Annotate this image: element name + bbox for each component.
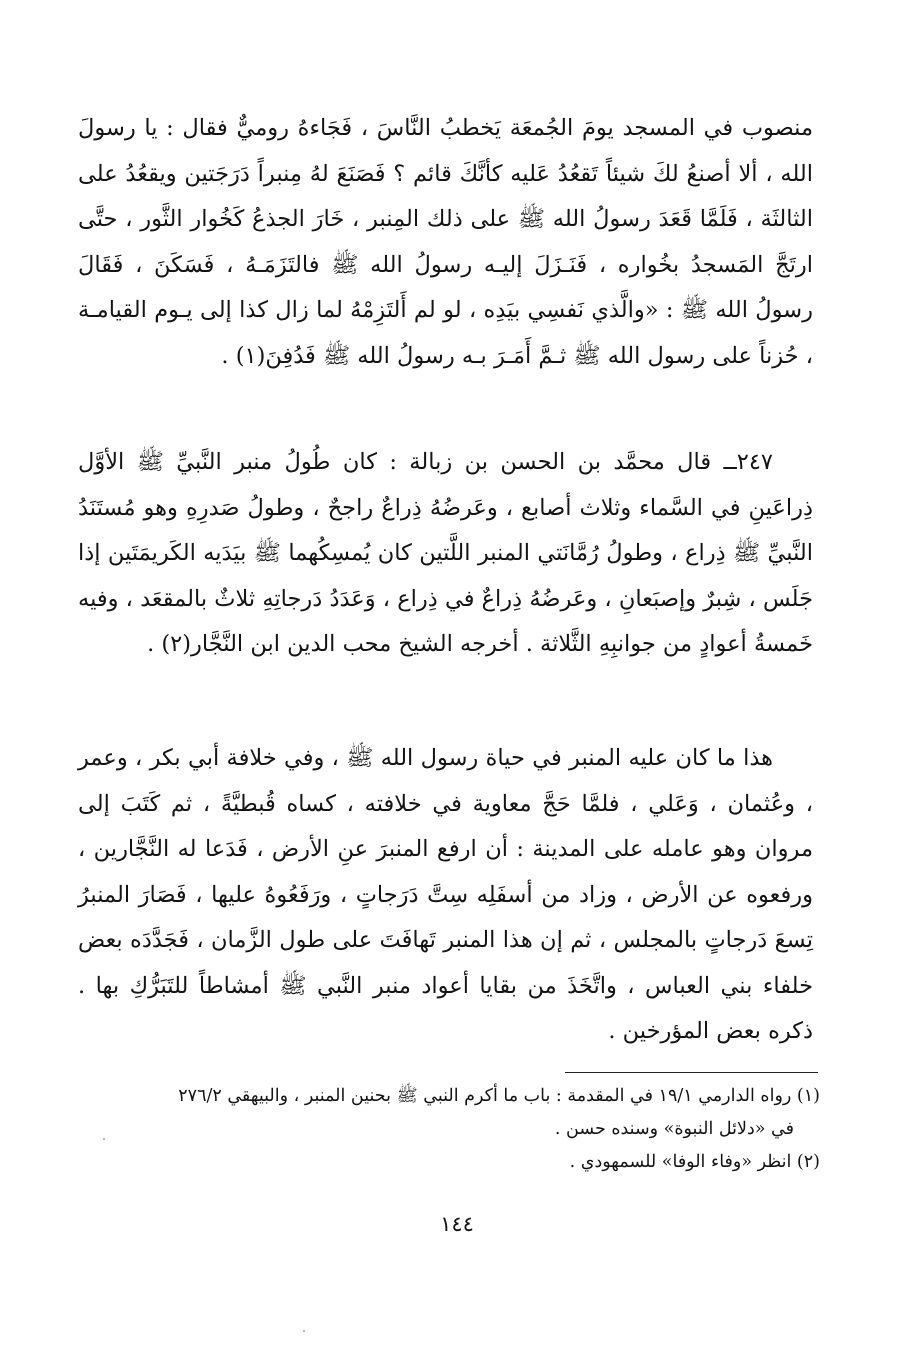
- body-paragraph-1: [78, 106, 813, 379]
- body-paragraph-3: [78, 736, 813, 1055]
- paragraph-2-text: ٢٤٧ــ قال محمَّد بن الحسن بن زبالة : كان طُولُ منبر النَّبيِّ ﷺ الأوَّل ذِراعَينِ في السَّماء وثلاث أصابع ، وعَرضُهُ ذِراعٌ راجحٌ ، وطولُ صَدرِهِ وهو مُستَنَدُ النَّبيِّ ﷺ ذِراع ، وطولُ رُمَّانَتي المنبر اللَّتين كان يُمسِكُهما ﷺ بيَدَيه الكَريمَتَين إذا جَلَس ، شِبرٌ وإصبَعانِ ، وعَرضُهُ ذِراعٌ في ذِراع ، وَعَدَدُ دَرجاتِهِ ثلاثٌ بالمقعَد ، وفيه خَمسةُ أعوادٍ من جوانبِهِ الثَّلاثة . أخرجه الشيخ محب الدين ابن النَّجَّار(٢) .: [78, 449, 813, 657]
- footnote-divider: [565, 1072, 818, 1073]
- scan-speck: [303, 1330, 305, 1332]
- paragraph-1-text: منصوب في المسجد يومَ الجُمعَة يَخطبُ النَّاسَ ، فَجَاءهُ روميٌّ فقال : يا رسولَ الله ، ألا أصنعُ لكَ شيئاً تَقعُدُ عَليه كأنَّكَ قائم ؟ فَصَنَعَ لهُ مِنبراً دَرَجَتين ويقعُدُ على الثالثَة ، فَلَمَّا قَعَدَ رسولُ الله ﷺ على ذلك المِنبر ، خَارَ الجذعُ كَخُوار الثَّور ، حتَّى ارتَجَّ المَسجدُ بخُواره ، فَنَـزَلَ إليـه رسولُ الله ﷺ فالتَزَمَـهُ ، فَسَكَنَ ، فَقَالَ رسولُ الله ﷺ : «والَّذي نَفسِي بيَدِه ، لو لم أَلتَزِمْهُ لما زال كذا إلى يـوم القيامـة ، حُزناً على رسول الله ﷺ ثـمَّ أَمَـرَ بـه رسولُ الله ﷺ فَدُفِنَ(١) .: [78, 115, 813, 369]
- paragraph-3-text: هذا ما كان عليه المنبر في حياة رسول الله ﷺ ، وفي خلافة أبي بكر ، وعمر ، وعُثمان ، وَعَلي ، فلمَّا حَجَّ معاوية في خلافته ، كساه قُبطيَّةً ، ثم كَتَبَ إلى مروان وهو عامله على المدينة : أن ارفع المنبرَ عنِ الأرض ، فَدَعا له النَّجَّارين ، ورفعوه عن الأرض ، وزاد من أسفَلِه سِتَّ دَرَجاتٍ ، ورَفَعُوهُ عليها ، فَصَارَ المنبرُ تِسعَ دَرجاتٍ بالمجلس ، ثم إن هذا المنبر تَهافَتَ على طول الزَّمان ، فَجَدَّدَه بعض خلفاء بني العباس ، واتَّخَذَ من بقايا أعواد منبر النَّبي ﷺ أمشاطاً للتَبَرُّكِ بها . ذكره بعض المؤرخين .: [78, 745, 813, 1044]
- scan-speck: [103, 1138, 105, 1140]
- footnote-2: (٢) انظر «وفاء الوفا» للسمهودي .: [569, 1152, 820, 1172]
- footnotes: [78, 1080, 820, 1179]
- footnote-1-line-1: (١) رواه الدارمي ١٩/١ في المقدمة : باب ما أكرم النبي ﷺ بحنين المنبر ، والبيهقي ٢٧٦/٢: [178, 1086, 820, 1106]
- body-paragraph-2: [78, 440, 813, 668]
- page-number: ١٤٤: [440, 1212, 474, 1236]
- footnote-1-line-2: في «دلائل النبوة» وسنده حسن .: [554, 1119, 794, 1139]
